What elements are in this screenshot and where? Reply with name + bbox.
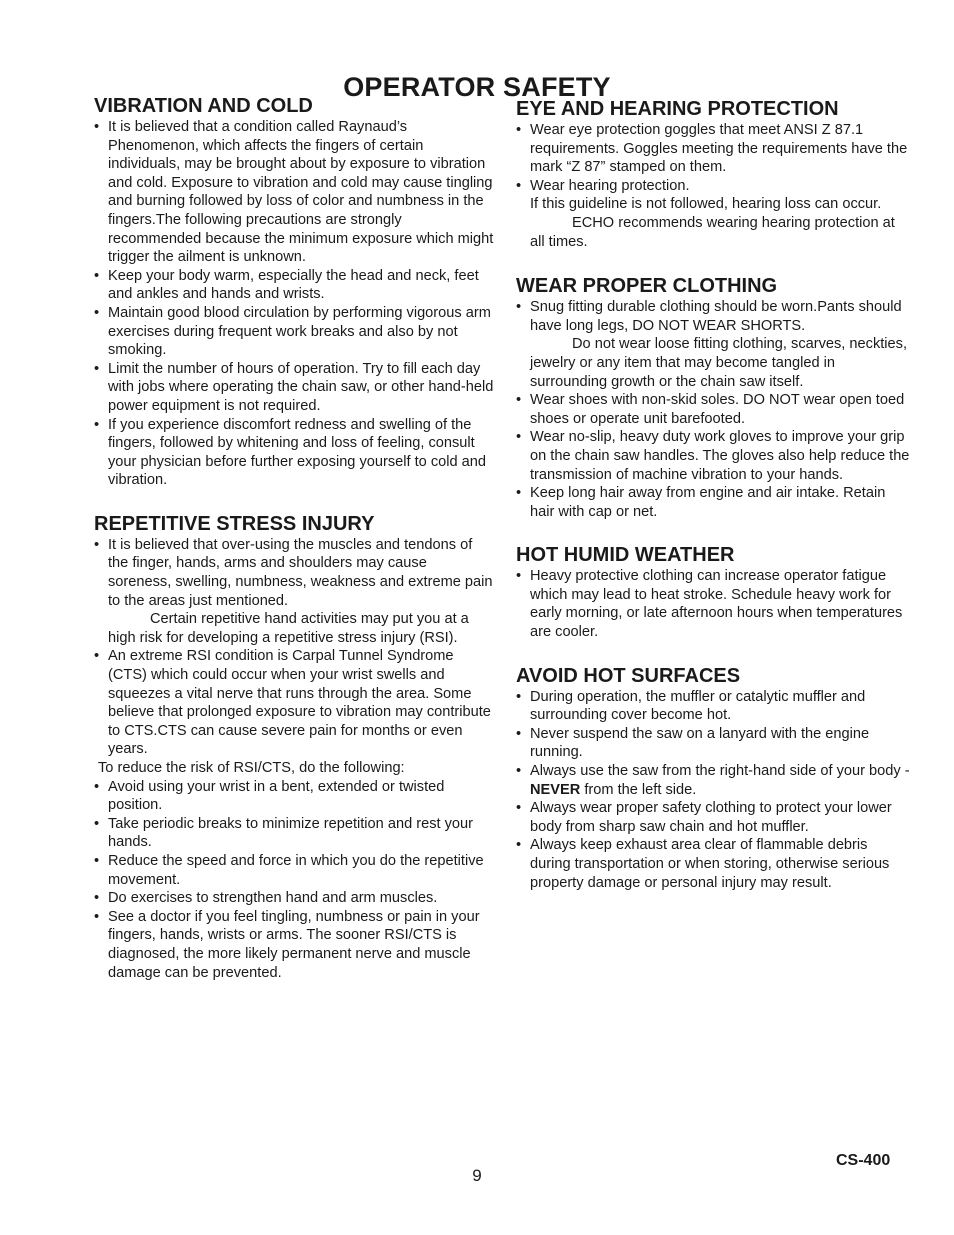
list-item: • Reduce the speed and force in which you do the repetitive movement. (94, 852, 494, 889)
rsi-intro-text: To reduce the risk of RSI/CTS, do the following: (98, 760, 405, 776)
model-number: CS-400 (836, 1152, 891, 1169)
list-item: • Keep your body warm, especially the head and neck, feet and ankles and hands and wrists. (94, 267, 494, 304)
list-item-text: Snug fitting durable clothing should be worn.Pants should have long legs, DO NOT WEAR SHORTS. (530, 299, 902, 334)
list-item-continuation: Do not wear loose fitting clothing, scarves, neckties, jewelry or any item that may become tangled in surrounding growth or the chain saw itself. (530, 336, 908, 390)
list-item: • Wear shoes with non-skid soles. DO NOT wear open toed shoes or operate unit barefooted. (516, 391, 912, 428)
bullet-list (516, 567, 912, 641)
bullet-list (94, 536, 494, 759)
list-item (94, 536, 494, 648)
list-item: • During operation, the muffler or catalytic muffler and surrounding cover become hot. (516, 688, 912, 725)
list-item: • See a doctor if you feel tingling, numbness or pain in your fingers, hands, wrists or arms. The sooner RSI/CTS is diagnosed, the more likely permanent nerve and muscle damage can be prevented. (94, 908, 494, 982)
right-column (516, 97, 912, 892)
bullet-list (516, 298, 912, 521)
section-heading: EYE AND HEARING PROTECTION (516, 98, 839, 120)
list-item-text: Always use the saw from the right-hand side of your body - (530, 763, 910, 780)
list-item: • Limit the number of hours of operation. Try to fill each day with jobs where operating the chain saw, or other hand-held power equipment is not required. (94, 360, 494, 416)
section-avoid-hot-surfaces (516, 664, 912, 893)
list-item-continuation: ECHO recommends wearing hearing protection at all times. (530, 214, 895, 250)
list-item: • Always wear proper safety clothing to protect your lower body from sharp saw chain and hot muffler. (516, 799, 912, 836)
list-item: • Avoid using your wrist in a bent, extended or twisted position. (94, 778, 494, 815)
list-item: • An extreme RSI condition is Carpal Tunnel Syndrome (CTS) which could occur when your wrist swells and squeezes a vital nerve that runs through the area. Some believe that prolonged exposure to vibration may contribute to CTS.CTS can cause severe pain for months or even years. (94, 647, 494, 759)
section-wear-proper-clothing (516, 274, 912, 521)
list-item (516, 762, 912, 799)
section-heading: AVOID HOT SURFACES (516, 664, 741, 687)
bullet-list (94, 778, 494, 983)
list-item: • Take periodic breaks to minimize repetition and rest your hands. (94, 815, 494, 852)
list-item-text: Wear hearing protection. (530, 177, 690, 194)
list-item: • Wear eye protection goggles that meet ANSI Z 87.1 requirements. Goggles meeting the requirements have the mark “Z 87” stamped on them. (516, 121, 912, 177)
list-item: • Keep long hair away from engine and air intake. Retain hair with cap or net. (516, 484, 912, 521)
list-item: • Always keep exhaust area clear of flammable debris during transportation or when storing, otherwise serious property damage or personal injury may result. (516, 836, 912, 892)
section-heading: WEAR PROPER CLOTHING (516, 275, 778, 298)
section-heading: VIBRATION AND COLD (94, 95, 313, 117)
section-repetitive-stress-injury (94, 512, 494, 982)
list-item: • If you experience discomfort redness and swelling of the fingers, followed by whitening and loss of feeling, consult your physician before further exposing yourself to cold and vibration. (94, 416, 494, 490)
list-item: • Do exercises to strengthen hand and arm muscles. (94, 889, 494, 908)
section-eye-and-hearing-protection (516, 97, 912, 251)
bullet-list (94, 118, 494, 490)
list-item: • Never suspend the saw on a lanyard with the engine running. (516, 725, 912, 762)
section-vibration-and-cold (94, 94, 494, 490)
list-item (516, 177, 912, 251)
page-number: 9 (472, 1166, 482, 1185)
bullet-list (516, 121, 912, 251)
list-item: • Wear no-slip, heavy duty work gloves to improve your grip on the chain saw handles. The gloves also help reduce the transmission of machine vibration to your hands. (516, 428, 912, 484)
list-item-continuation: Certain repetitive hand activities may put you at a high risk for developing a repetitive stress injury (RSI). (108, 611, 469, 646)
list-item-text: from the left side. (580, 781, 697, 798)
list-item: • Maintain good blood circulation by performing vigorous arm exercises during frequent work breaks and also by not smoking. (94, 304, 494, 360)
list-item-continuation: If this guideline is not followed, hearing loss can occur. (530, 196, 882, 213)
list-item (516, 298, 912, 391)
bullet-list (516, 688, 912, 893)
section-heading: HOT HUMID WEATHER (516, 544, 735, 567)
section-heading: REPETITIVE STRESS INJURY (94, 512, 375, 535)
list-item: • Heavy protective clothing can increase operator fatigue which may lead to heat stroke. Schedule heavy work for early morning, or late afternoon hours when temperatures are cooler. (516, 567, 912, 641)
section-hot-humid-weather (516, 543, 912, 641)
page-title: OPERATOR SAFETY (343, 72, 611, 103)
left-column (94, 94, 494, 982)
emphasis-text: NEVER (530, 781, 581, 798)
list-item: • It is believed that a condition called Raynaud’s Phenomenon, which affects the fingers of certain individuals, may be brought about by exposure to vibration and cold. Exposure to vibration and cold may cause tingling and burning followed by loss of color and numbness in the fingers.The following precautions are strongly recommended because the minimum exposure which might trigger the ailment is unknown. (94, 118, 494, 267)
list-item-text: It is believed that over-using the muscles and tendons of the finger, hands, arms and shoulders may cause soreness, swelling, numbness, weakness and extreme pain to the areas just mentioned. (108, 536, 493, 609)
